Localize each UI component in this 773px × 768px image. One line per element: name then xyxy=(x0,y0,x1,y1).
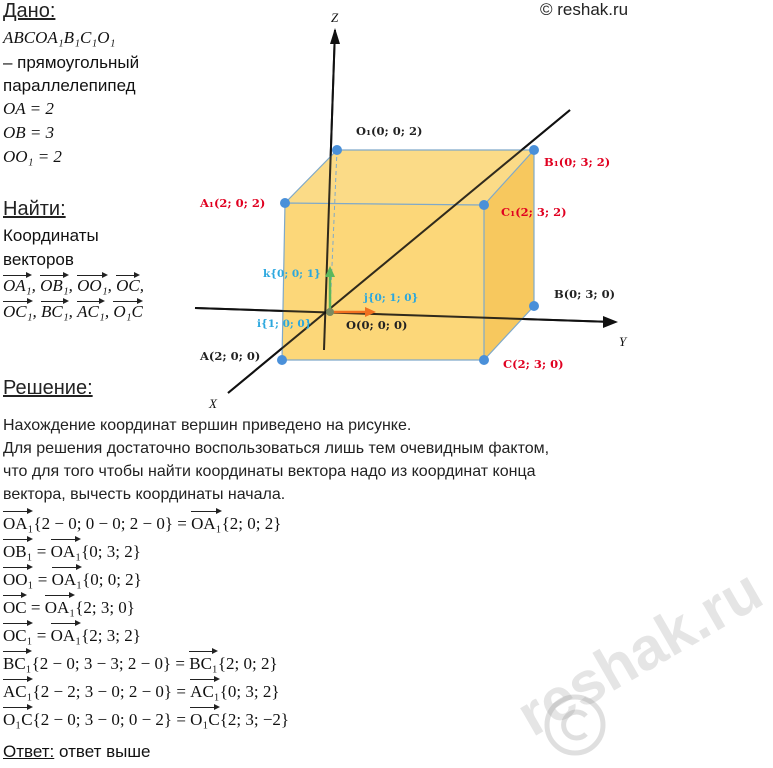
vector-label: OA₁ xyxy=(3,276,32,295)
answer-text: ответ выше xyxy=(58,742,151,761)
label-b1: B₁(0; 3; 2) xyxy=(544,155,611,169)
formula-result: {0; 3; 2} xyxy=(219,682,280,701)
solution-line xyxy=(3,652,278,676)
solution-paragraph-1: Нахождение координат вершин приведено на рисунке. xyxy=(3,417,412,434)
answer-line xyxy=(3,742,150,762)
vector-label: OA₁ xyxy=(191,512,221,536)
label-c1: C₁(2; 3; 2) xyxy=(501,205,567,219)
formula-text: {2 − 2; 3 − 0; 2 − 0} = xyxy=(32,682,191,701)
parallelepiped-figure xyxy=(0,0,678,420)
formula-result: {2; 3; 0} xyxy=(75,598,135,617)
vertex-o xyxy=(326,308,334,316)
vertex-o1 xyxy=(332,145,342,155)
solution-line xyxy=(3,680,279,704)
formula-result: {0; 3; 2} xyxy=(81,542,141,561)
vector-label: OC₁ xyxy=(3,624,33,648)
box-front-face xyxy=(282,203,484,360)
given-desc-1: – прямоугольный xyxy=(3,53,140,72)
vector-label: O₁C xyxy=(190,708,220,732)
solution-line xyxy=(3,596,135,620)
label-vector-j: j{0; 1; 0} xyxy=(364,292,419,304)
formula-result: {0; 0; 2} xyxy=(82,570,142,589)
given-figure: ABCOA₁B₁C₁O₁ xyxy=(3,28,116,47)
y-axis-label: Y xyxy=(619,334,627,349)
vertex-b xyxy=(529,301,539,311)
label-a: A(2; 0; 0) xyxy=(200,349,261,363)
vector-label: OA₁ xyxy=(51,540,81,564)
label-o: O(0; 0; 0) xyxy=(346,318,408,332)
given-desc-2: параллелепипед xyxy=(3,76,136,95)
vector-label: O₁C xyxy=(113,302,143,321)
solution-paragraph-3: что для того чтобы найти координаты вектора надо из координат конца xyxy=(3,463,536,480)
vector-label: AC₁ xyxy=(3,680,33,704)
label-c: C(2; 3; 0) xyxy=(503,357,564,371)
formula-text: = xyxy=(33,570,52,589)
find-line-1: Координаты xyxy=(3,226,99,245)
solution-heading: Решение: xyxy=(3,377,93,399)
vector-label: OB₁ xyxy=(3,540,33,564)
vertex-c xyxy=(479,355,489,365)
formula-result: {2; 0; 2} xyxy=(221,514,282,533)
given-oa: OA = 2 xyxy=(3,99,54,118)
solution-line xyxy=(3,568,142,592)
given-ob: OB = 3 xyxy=(3,123,55,142)
vector-label: OC xyxy=(116,276,140,295)
vertex-c1 xyxy=(479,200,489,210)
vector-label: OO₁ xyxy=(77,276,108,295)
copyright-text: © reshak.ru xyxy=(540,0,629,19)
vector-label: OA₁ xyxy=(52,568,82,592)
solution-line xyxy=(3,708,289,732)
watermark: reshak.ru xyxy=(505,555,773,749)
vector-label: AC₁ xyxy=(77,302,105,321)
formula-text: {2 − 0; 3 − 0; 0 − 2} = xyxy=(32,710,191,729)
answer-heading: Ответ: xyxy=(3,742,55,761)
watermark-copyright-icon xyxy=(540,690,610,760)
vector-label: BC₁ xyxy=(41,302,69,321)
vector-label: OO₁ xyxy=(3,568,33,592)
given-oo1: OO₁ = 2 xyxy=(3,147,62,166)
z-axis-label: Z xyxy=(331,10,339,25)
vector-label: O₁C xyxy=(3,708,33,732)
vector-label: BC₁ xyxy=(189,652,218,676)
vector-label: OC xyxy=(3,596,27,620)
formula-result: {2; 3; −2} xyxy=(219,710,290,729)
label-vector-k: k{0; 0; 1} xyxy=(263,268,321,280)
vector-label: OC₁ xyxy=(3,302,33,321)
find-vectors-row-1: OA₁, OB₁, OO₁, OC, xyxy=(3,276,144,295)
find-vectors-row-2: OC₁, BC₁, AC₁, O₁C xyxy=(3,302,143,321)
solution-line xyxy=(3,624,141,648)
formula-text: {2 − 0; 0 − 0; 2 − 0} = xyxy=(33,514,192,533)
solution-line xyxy=(3,540,141,564)
vector-label: OA₁ xyxy=(45,596,75,620)
given-heading: Дано: xyxy=(3,0,56,22)
vertex-a1 xyxy=(280,198,290,208)
label-o1: O₁(0; 0; 2) xyxy=(356,124,423,138)
label-vector-i: i{1; 0; 0} xyxy=(257,318,312,330)
vertex-b1 xyxy=(529,145,539,155)
vector-label: OA₁ xyxy=(3,512,33,536)
label-a1: A₁(2; 0; 2) xyxy=(200,196,266,210)
formula-text: = xyxy=(32,542,51,561)
formula-text: = xyxy=(26,598,45,617)
vector-label: AC₁ xyxy=(190,680,220,704)
vector-label: OB₁ xyxy=(40,276,69,295)
x-axis-label: X xyxy=(209,396,217,411)
formula-result: {2; 3; 2} xyxy=(81,626,141,645)
vector-label: BC₁ xyxy=(3,652,32,676)
find-heading: Найти: xyxy=(3,198,66,220)
solution-line xyxy=(3,512,281,536)
find-line-2: векторов xyxy=(3,250,74,269)
vertex-a xyxy=(277,355,287,365)
label-b: B(0; 3; 0) xyxy=(554,287,616,301)
solution-paragraph-4: вектора, вычесть координаты начала. xyxy=(3,486,286,503)
vector-label: OA₁ xyxy=(51,624,81,648)
formula-text: = xyxy=(32,626,51,645)
solution-paragraph-2: Для решения достаточно воспользоваться лишь тем очевидным фактом, xyxy=(3,440,550,457)
formula-text: {2 − 0; 3 − 3; 2 − 0} = xyxy=(31,654,190,673)
formula-result: {2; 0; 2} xyxy=(217,654,278,673)
